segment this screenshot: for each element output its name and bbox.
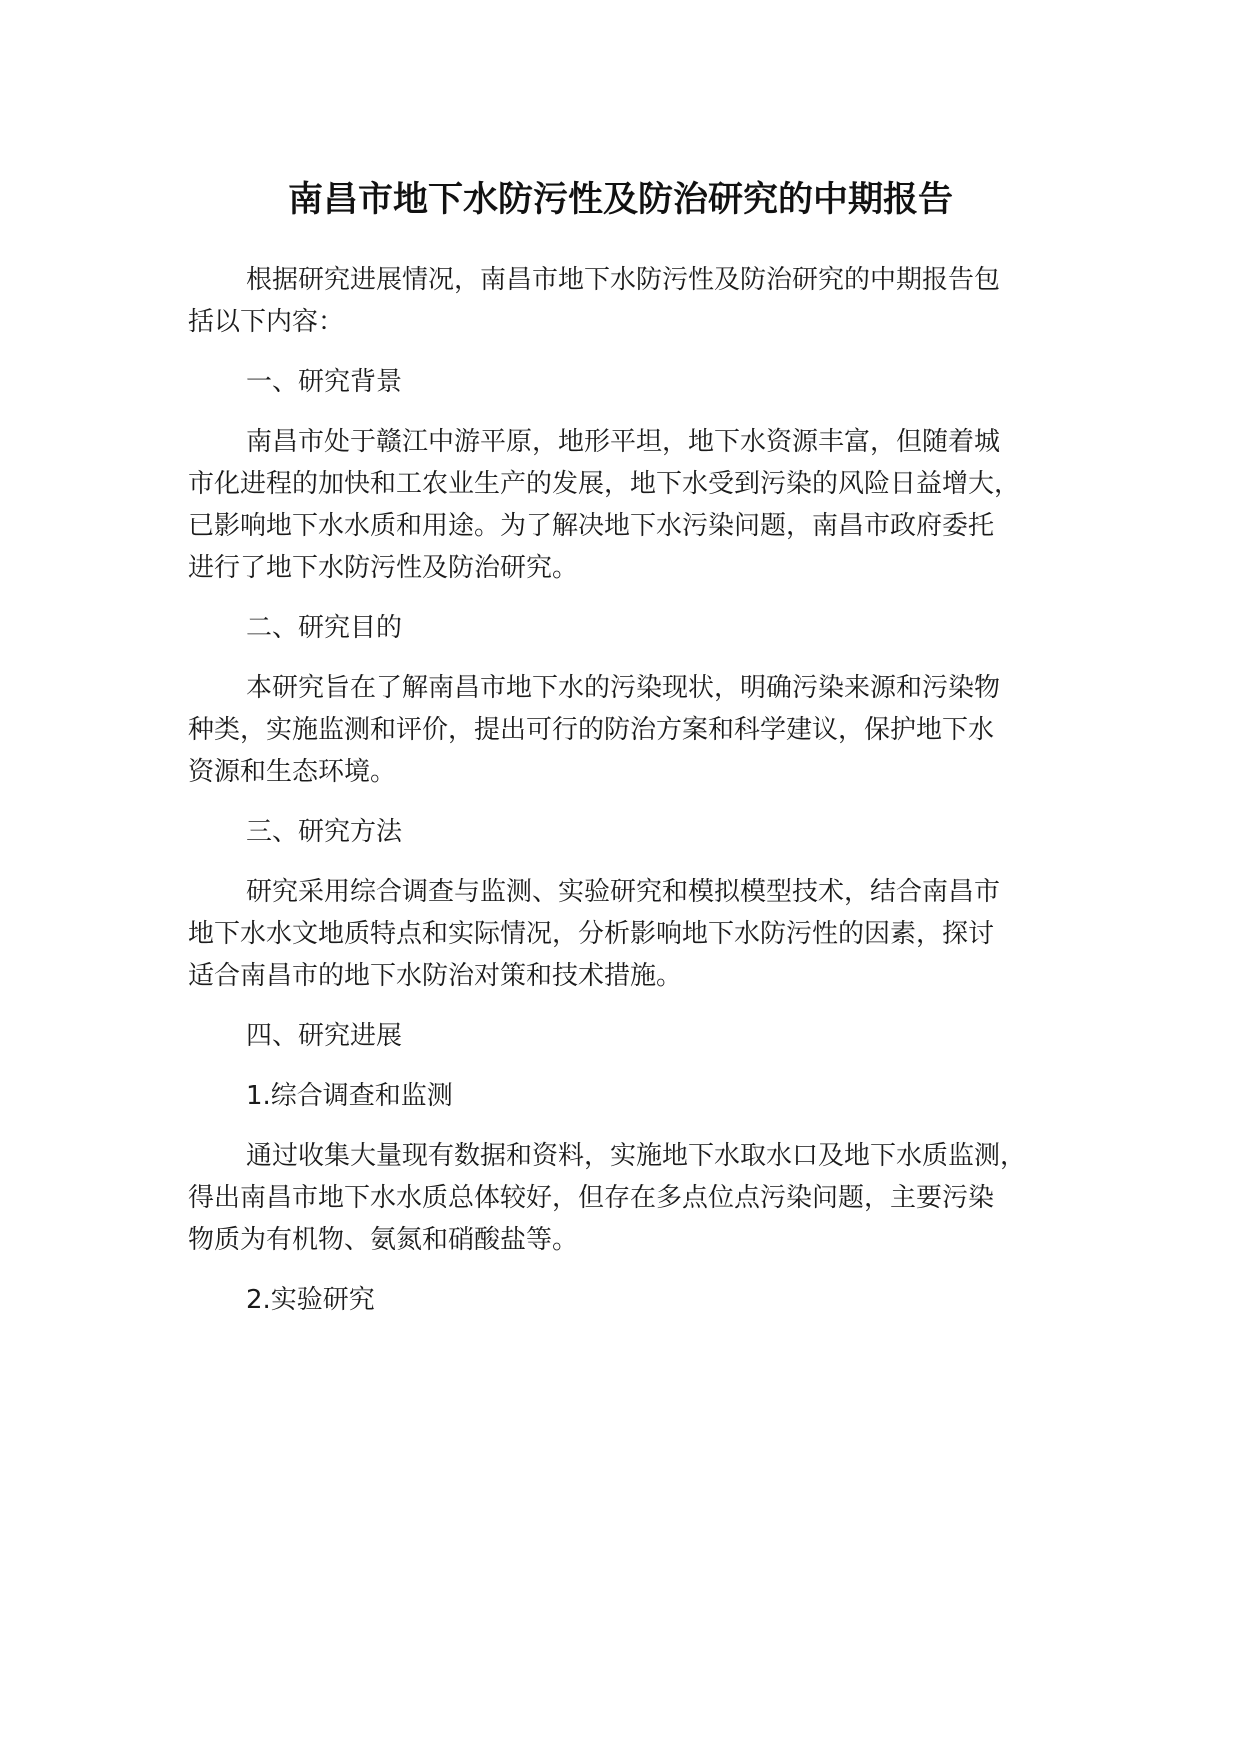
purpose-line-3: 资源和生态环境。 xyxy=(188,757,397,787)
background-line-1: 南昌市处于赣江中游平原，地形平坦，地下水资源丰富，但随着城 xyxy=(246,427,1001,457)
methods-line-1: 研究采用综合调查与监测、实验研究和模拟模型技术，结合南昌市 xyxy=(246,877,1001,907)
background-line-3: 已影响地下水水质和用途。为了解决地下水污染问题，南昌市政府委托 xyxy=(188,511,995,541)
intro-line-2: 括以下内容： xyxy=(188,307,345,337)
purpose-line-1: 本研究旨在了解南昌市地下水的污染现状，明确污染来源和污染物 xyxy=(246,673,1001,703)
document-title: 南昌市地下水防污性及防治研究的中期报告 xyxy=(287,180,953,220)
section-heading-background: 一、研究背景 xyxy=(246,367,403,397)
survey-line-3: 物质为有机物、氨氮和硝酸盐等。 xyxy=(188,1225,579,1255)
subsection-heading-survey: 1.综合调查和监测 xyxy=(246,1081,453,1111)
intro-line-1: 根据研究进展情况，南昌市地下水防污性及防治研究的中期报告包 xyxy=(246,265,1001,295)
section-heading-progress: 四、研究进展 xyxy=(246,1021,403,1051)
subsection-heading-experiment: 2.实验研究 xyxy=(246,1285,375,1315)
section-heading-purpose: 二、研究目的 xyxy=(246,613,403,643)
methods-line-2: 地下水水文地质特点和实际情况，分析影响地下水防污性的因素，探讨 xyxy=(188,919,995,949)
survey-line-1: 通过收集大量现有数据和资料，实施地下水取水口及地下水质监测， xyxy=(246,1141,1027,1171)
section-heading-methods: 三、研究方法 xyxy=(246,817,403,847)
background-line-2: 市化进程的加快和工农业生产的发展，地下水受到污染的风险日益增大， xyxy=(188,469,1021,499)
purpose-line-2: 种类，实施监测和评价，提出可行的防治方案和科学建议，保护地下水 xyxy=(188,715,995,745)
survey-line-2: 得出南昌市地下水水质总体较好，但存在多点位点污染问题，主要污染 xyxy=(188,1183,995,1213)
methods-line-3: 适合南昌市的地下水防治对策和技术措施。 xyxy=(188,961,683,991)
background-line-4: 进行了地下水防污性及防治研究。 xyxy=(188,553,579,583)
